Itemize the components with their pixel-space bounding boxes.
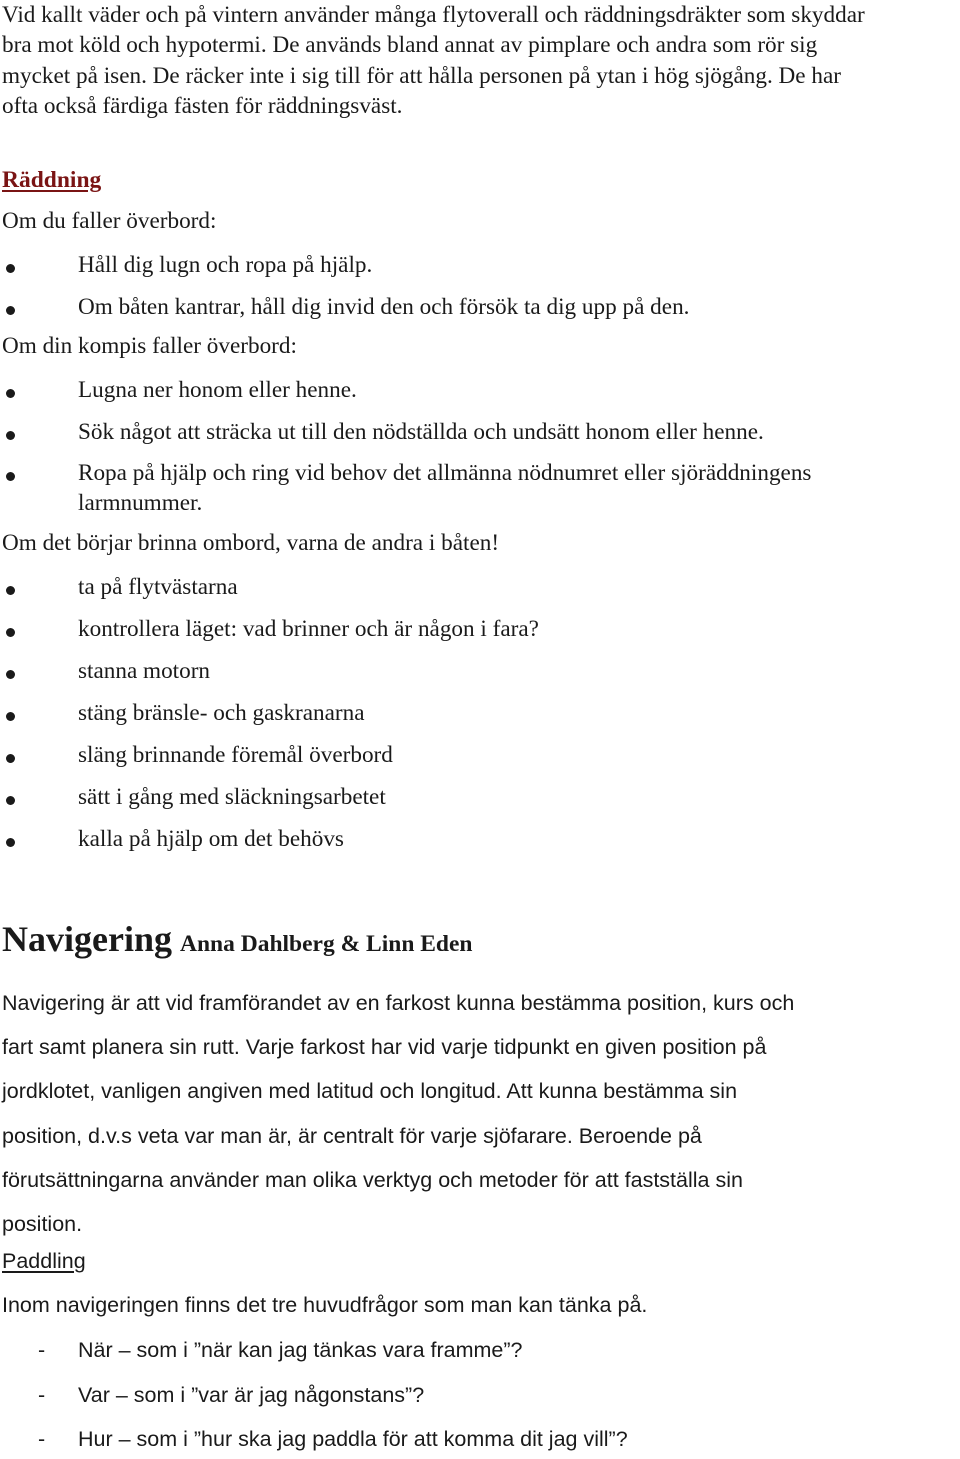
- paragraph-line: förutsättningarna använder man olika verktyg och metoder för att fastställa sin: [2, 1167, 743, 1192]
- list-item-text: stanna motorn: [78, 658, 211, 684]
- list-item-text-continued: larmnummer.: [78, 490, 203, 516]
- bullet-icon: [6, 670, 15, 679]
- paragraph-line: Navigering är att vid framförandet av en farkost kunna bestämma position, kurs och: [2, 991, 795, 1015]
- intro-paragraph: [2, 0, 960, 121]
- intro-line: bra mot köld och hypotermi. De används bland annat av pimplare och andra som rör sig: [2, 32, 818, 59]
- fire-label: Om det börjar brinna ombord, varna de andra i båten!: [2, 530, 500, 556]
- navigation-title: Navigering: [2, 919, 172, 959]
- list-item-text: När – som i ”när kan jag tänkas vara framme”?: [78, 1338, 523, 1362]
- list-item-text: sätt i gång med släckningsarbetet: [78, 784, 386, 810]
- rescue-heading: Räddning: [2, 167, 102, 193]
- list-item-text: Hur – som i ”hur ska jag paddla för att komma dit jag vill”?: [78, 1427, 628, 1451]
- list-item-text: Håll dig lugn och ropa på hjälp.: [78, 252, 373, 278]
- list-item-text: kalla på hjälp om det behövs: [78, 826, 344, 852]
- paragraph-line: position.: [2, 1212, 83, 1237]
- intro-line: mycket på isen. De räcker inte i sig till för att hålla personen på ytan i hög sjögång. De har: [2, 62, 841, 89]
- bullet-icon: [6, 306, 15, 315]
- bullet-icon: [6, 431, 15, 440]
- paragraph-line: position, d.v.s veta var man är, är centralt för varje sjöfarare. Beroende på: [2, 1123, 702, 1148]
- list-item-text: Lugna ner honom eller henne.: [78, 377, 357, 403]
- paragraph-line: jordklotet, vanligen angiven med latitud och longitud. Att kunna bestämma sin: [2, 1079, 738, 1104]
- list-item-text: kontrollera läget: vad brinner och är någon i fara?: [78, 616, 539, 642]
- dash-marker: -: [38, 1427, 46, 1451]
- list-item-text: Om båten kantrar, håll dig invid den och försök ta dig upp på den.: [78, 294, 690, 320]
- dash-marker: -: [38, 1338, 46, 1362]
- bullet-icon: [6, 712, 15, 721]
- bullet-icon: [6, 586, 15, 595]
- paddling-heading: Paddling: [2, 1249, 86, 1273]
- bullet-icon: [6, 389, 15, 398]
- bullet-icon: [6, 796, 15, 805]
- bullet-icon: [6, 264, 15, 273]
- navigation-authors: Anna Dahlberg & Linn Eden: [179, 931, 473, 957]
- list-item-text: stäng bränsle- och gaskranarna: [78, 700, 365, 726]
- list-item-text: ta på flytvästarna: [78, 574, 238, 600]
- overboard-friend-label: Om din kompis faller överbord:: [2, 333, 297, 359]
- bullet-icon: [6, 628, 15, 637]
- navigation-paragraph: [2, 981, 794, 1246]
- bullet-icon: [6, 838, 15, 847]
- list-item-text: Var – som i ”var är jag någonstans”?: [78, 1383, 425, 1407]
- list-item-text: Ropa på hjälp och ring vid behov det allmänna nödnumret eller sjöräddningens: [78, 460, 812, 486]
- intro-line: Vid kallt väder och på vintern använder många flytoverall och räddningsdräkter som skyddar: [2, 2, 865, 28]
- bullet-icon: [6, 472, 15, 481]
- list-item-text: släng brinnande föremål överbord: [78, 742, 393, 768]
- intro-line: ofta också färdiga fästen för räddningsväst.: [2, 92, 403, 119]
- paragraph-line: fart samt planera sin rutt. Varje farkost har vid varje tidpunkt en given position på: [2, 1035, 767, 1060]
- questions-intro: Inom navigeringen finns det tre huvudfrågor som man kan tänka på.: [2, 1293, 648, 1317]
- list-item-text: Sök något att sträcka ut till den nödställda och undsätt honom eller henne.: [78, 419, 764, 445]
- navigation-title-line: [2, 918, 473, 960]
- overboard-self-label: Om du faller överbord:: [2, 208, 217, 234]
- dash-marker: -: [38, 1383, 46, 1407]
- bullet-icon: [6, 754, 15, 763]
